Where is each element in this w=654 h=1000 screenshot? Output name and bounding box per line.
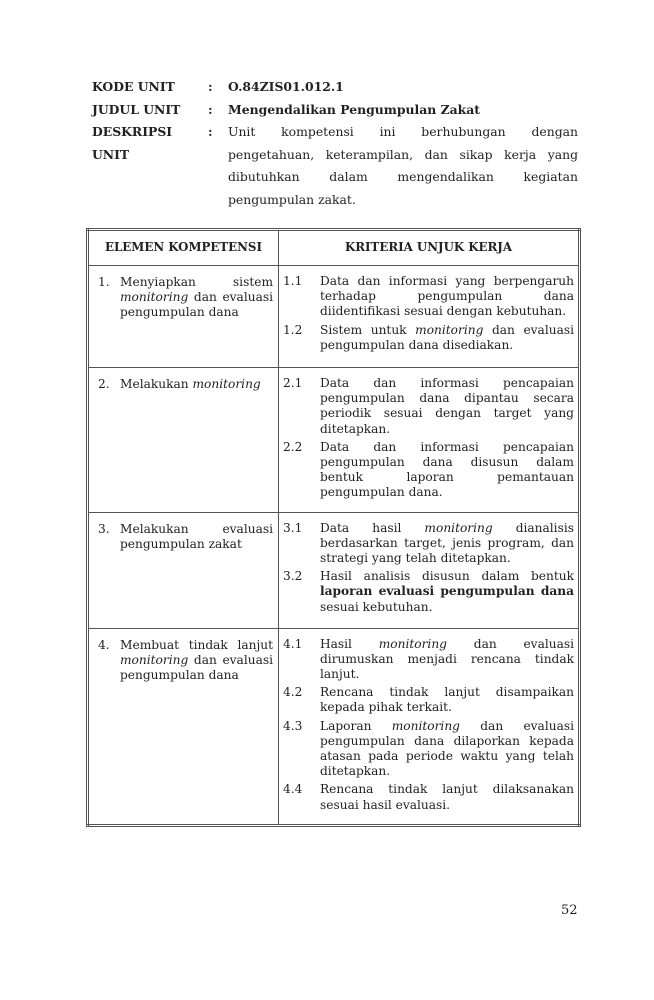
- element-cell: [88, 512, 279, 628]
- italic-term: monitoring: [192, 377, 261, 391]
- element-text: [120, 377, 273, 392]
- criteria-number: 3.1: [283, 520, 303, 535]
- text-run: sesuai kebutuhan.: [320, 599, 433, 614]
- text-run: Data dan informasi pencapaian pengumpulan dana disusun dalam bentuk laporan pemantauan pengumpulan dana.: [320, 439, 574, 500]
- element-text: [120, 522, 273, 552]
- colon: :: [208, 124, 213, 139]
- criteria-text: [320, 782, 574, 812]
- page-number: 52: [561, 903, 578, 918]
- table-row: [88, 628, 580, 825]
- criteria-text: [320, 440, 574, 501]
- criteria-item: [283, 274, 574, 320]
- judul-unit-row: [92, 99, 578, 122]
- header-elemen-kompetensi: ELEMEN KOMPETENSI: [88, 230, 279, 266]
- element-number: 4.: [98, 637, 110, 652]
- element-item: [90, 630, 277, 694]
- italic-term: monitoring: [120, 652, 189, 667]
- judul-unit-value: Mengendalikan Pengumpulan Zakat: [228, 101, 481, 117]
- element-item: [90, 369, 277, 402]
- unit-header: [92, 76, 578, 211]
- text-run: Membuat tindak lanjut: [120, 637, 273, 652]
- criteria-text: [320, 376, 574, 437]
- text-run: Sistem untuk: [320, 322, 416, 337]
- text-run: dan evaluasi dirumuskan menjadi rencana tindak lanjut.: [320, 636, 574, 682]
- kode-unit-label: KODE UNIT: [92, 79, 175, 94]
- element-cell: [88, 266, 279, 368]
- criteria-number: 3.2: [283, 569, 303, 584]
- italic-term: monitoring: [120, 290, 189, 305]
- deskripsi-unit-value: Unit kompetensi ini berhubungan dengan pengetahuan, keterampilan, dan sikap kerja yang dibutuhkan dalam mengendalikan kegiatan pengumpulan zakat.: [228, 124, 578, 207]
- deskripsi-unit-label: DESKRIPSI UNIT: [92, 124, 173, 162]
- table-row: [88, 512, 580, 628]
- competency-table: [86, 228, 581, 827]
- criteria-text: [320, 521, 574, 567]
- criteria-text: [320, 323, 574, 353]
- element-item: [90, 267, 277, 331]
- italic-term: monitoring: [378, 636, 447, 651]
- element-text: [120, 275, 273, 321]
- kode-unit-value: O.84ZIS01.012.1: [228, 79, 344, 94]
- text-run: Melakukan: [120, 377, 193, 391]
- criteria-number: 1.2: [283, 322, 303, 337]
- criteria-cell: [279, 368, 580, 513]
- text-run: dan evaluasi pengumpulan dana: [120, 290, 273, 320]
- colon: :: [208, 101, 213, 117]
- italic-term: monitoring: [415, 322, 484, 337]
- text-run: Rencana tindak lanjut disampaikan kepada pihak terkait.: [320, 685, 574, 715]
- deskripsi-unit-row: [92, 121, 578, 211]
- element-number: 1.: [98, 275, 110, 289]
- criteria-cell: [279, 628, 580, 825]
- criteria-item: [283, 685, 574, 715]
- element-item: [90, 514, 277, 562]
- text-run: dan evaluasi pengumpulan dana dilaporkan kepada atasan pada periode waktu yang telah ditetapkan.: [320, 718, 574, 779]
- criteria-number: 4.1: [283, 636, 303, 651]
- table-row: [88, 266, 580, 368]
- text-run: Menyiapkan sistem: [120, 275, 273, 289]
- text-run: dianalisis berdasarkan target, jenis program, dan strategi yang telah ditetapkan.: [320, 520, 574, 566]
- criteria-item: [283, 569, 574, 615]
- element-number: 3.: [98, 521, 110, 536]
- judul-unit-label: JUDUL UNIT: [92, 101, 181, 117]
- criteria-item: [283, 521, 574, 567]
- criteria-text: [320, 685, 574, 715]
- criteria-item: [283, 782, 574, 812]
- text-run: dan evaluasi pengumpulan dana: [120, 652, 273, 683]
- criteria-item: [283, 719, 574, 780]
- text-run: Data dan informasi yang berpengaruh terhadap pengumpulan dana diidentifikasi sesuai dengan kebutuhan.: [320, 274, 574, 319]
- text-run: Data dan informasi pencapaian pengumpulan dana dipantau secara periodik sesuai dengan target yang ditetapkan.: [320, 376, 574, 436]
- criteria-item: [283, 323, 574, 353]
- element-cell: [88, 368, 279, 513]
- header-kriteria-unjuk-kerja: KRITERIA UNJUK KERJA: [279, 230, 580, 266]
- criteria-number: 1.1: [283, 274, 303, 288]
- criteria-text: [320, 569, 574, 615]
- kode-unit-row: [92, 76, 578, 99]
- criteria-item: [283, 376, 574, 437]
- criteria-text: [320, 274, 574, 320]
- criteria-cell: [279, 266, 580, 368]
- colon: :: [208, 79, 213, 94]
- criteria-item: [283, 637, 574, 683]
- criteria-number: 2.1: [283, 376, 303, 390]
- element-cell: [88, 628, 279, 825]
- text-run: Laporan: [320, 718, 392, 733]
- table-header-row: [88, 230, 580, 266]
- criteria-number: 4.2: [283, 685, 303, 700]
- criteria-item: [283, 440, 574, 501]
- table-row: [88, 368, 580, 513]
- text-run: Melakukan evaluasi pengumpulan zakat: [120, 521, 273, 551]
- italic-term: monitoring: [424, 520, 493, 535]
- element-number: 2.: [98, 377, 110, 391]
- bold-term: laporan evaluasi pengumpulan dana: [320, 584, 574, 599]
- text-run: Rencana tindak lanjut dilaksanakan sesuai hasil evaluasi.: [320, 782, 574, 812]
- criteria-number: 4.3: [283, 718, 303, 733]
- text-run: Hasil analisis disusun dalam bentuk: [320, 569, 574, 584]
- criteria-cell: [279, 512, 580, 628]
- criteria-text: [320, 637, 574, 683]
- criteria-text: [320, 719, 574, 780]
- criteria-number: 2.2: [283, 439, 303, 454]
- element-text: [120, 638, 273, 684]
- text-run: Hasil: [320, 636, 379, 651]
- text-run: dan evaluasi pengumpulan dana disediakan.: [320, 322, 574, 352]
- italic-term: monitoring: [391, 718, 460, 733]
- criteria-number: 4.4: [283, 782, 303, 797]
- text-run: Data hasil: [320, 520, 425, 535]
